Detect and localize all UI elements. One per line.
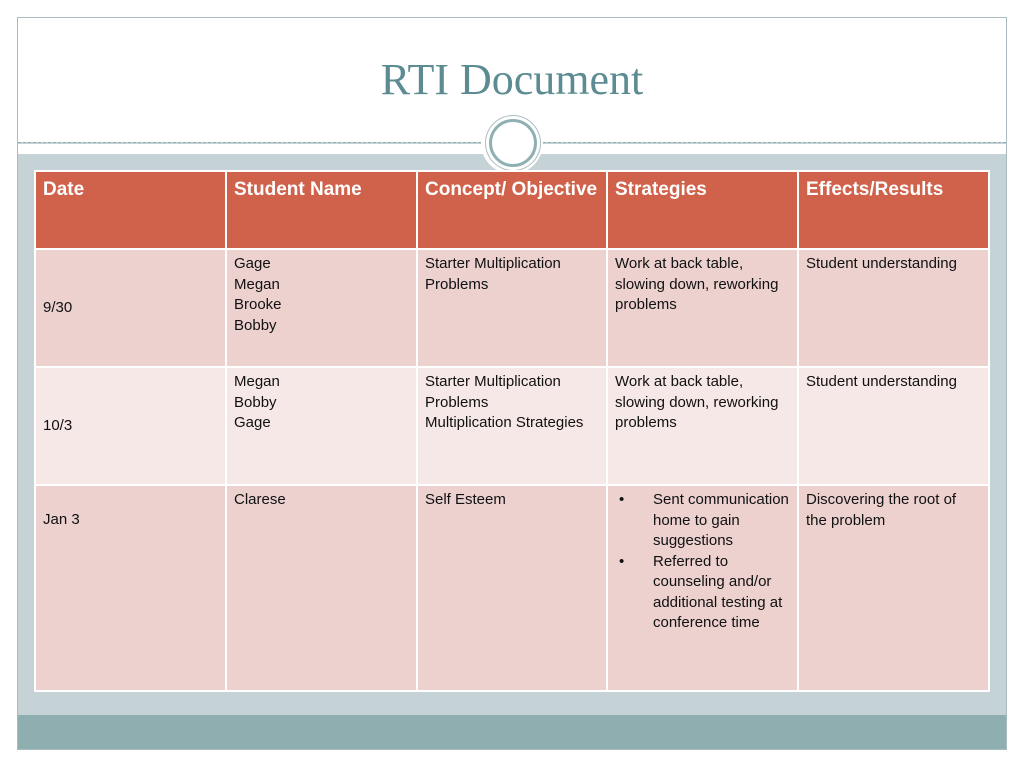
student-name: Gage (234, 255, 271, 272)
strategy-bullet-list (615, 490, 790, 634)
student-name-cell (226, 367, 417, 485)
strategies-cell (607, 485, 798, 691)
date-cell (35, 485, 226, 691)
student-name: Gage (234, 414, 271, 431)
slide-title: RTI Document (380, 55, 644, 104)
concept-cell (417, 367, 607, 485)
results-text: Student understanding (806, 255, 957, 272)
concept-cell (417, 249, 607, 367)
date-text: 9/30 (43, 298, 73, 316)
results-cell (798, 485, 989, 691)
bullet-icon: • (619, 552, 625, 570)
concept-cell (417, 485, 607, 691)
circle-ornament-icon (489, 119, 537, 167)
bullet-icon: • (619, 491, 625, 508)
date-text: Jan 3 (43, 511, 80, 528)
strategy-bullet-text: Sent communication home to gain suggestions (653, 491, 789, 549)
student-name: Megan (234, 275, 280, 293)
strategy-bullet-text: Referred to counseling and/or additional testing at conference time (653, 552, 783, 631)
concept-text: Starter Multiplication Problems (425, 373, 561, 411)
concept-text: Self Esteem (425, 491, 506, 508)
student-name: Bobby (234, 393, 277, 411)
header-effects-results: Effects/Results (798, 171, 989, 249)
strategies-cell (607, 249, 798, 367)
header-date: Date (35, 171, 226, 249)
rti-table (34, 170, 990, 692)
table-row (35, 249, 989, 367)
table-row (35, 367, 989, 485)
strategy-text: Work at back table, slowing down, reworking problems (615, 373, 779, 431)
concept-text: Starter Multiplication Problems (425, 255, 561, 293)
list-item (615, 490, 790, 552)
student-name: Megan (234, 373, 280, 390)
table-header-row (35, 171, 989, 249)
date-cell (35, 249, 226, 367)
table-row (35, 485, 989, 691)
slide (17, 17, 1007, 750)
header-concept-objective: Concept/ Objective (417, 171, 607, 249)
header-student-name: Student Name (226, 171, 417, 249)
strategy-text: Work at back table, slowing down, reworking problems (615, 255, 779, 313)
student-name: Clarese (234, 491, 286, 508)
student-name: Bobby (234, 316, 277, 334)
header-strategies: Strategies (607, 171, 798, 249)
results-cell (798, 367, 989, 485)
date-text: 10/3 (43, 416, 73, 434)
student-name: Brooke (234, 296, 282, 313)
student-name-cell (226, 249, 417, 367)
results-text: Discovering the root of the problem (806, 491, 957, 529)
footer-band (18, 715, 1006, 749)
date-cell (35, 367, 226, 485)
results-text: Student understanding (806, 373, 957, 390)
student-name-cell (226, 485, 417, 691)
concept-text: Multiplication Strategies (425, 414, 584, 431)
list-item (615, 552, 790, 634)
results-cell (798, 249, 989, 367)
strategies-cell (607, 367, 798, 485)
